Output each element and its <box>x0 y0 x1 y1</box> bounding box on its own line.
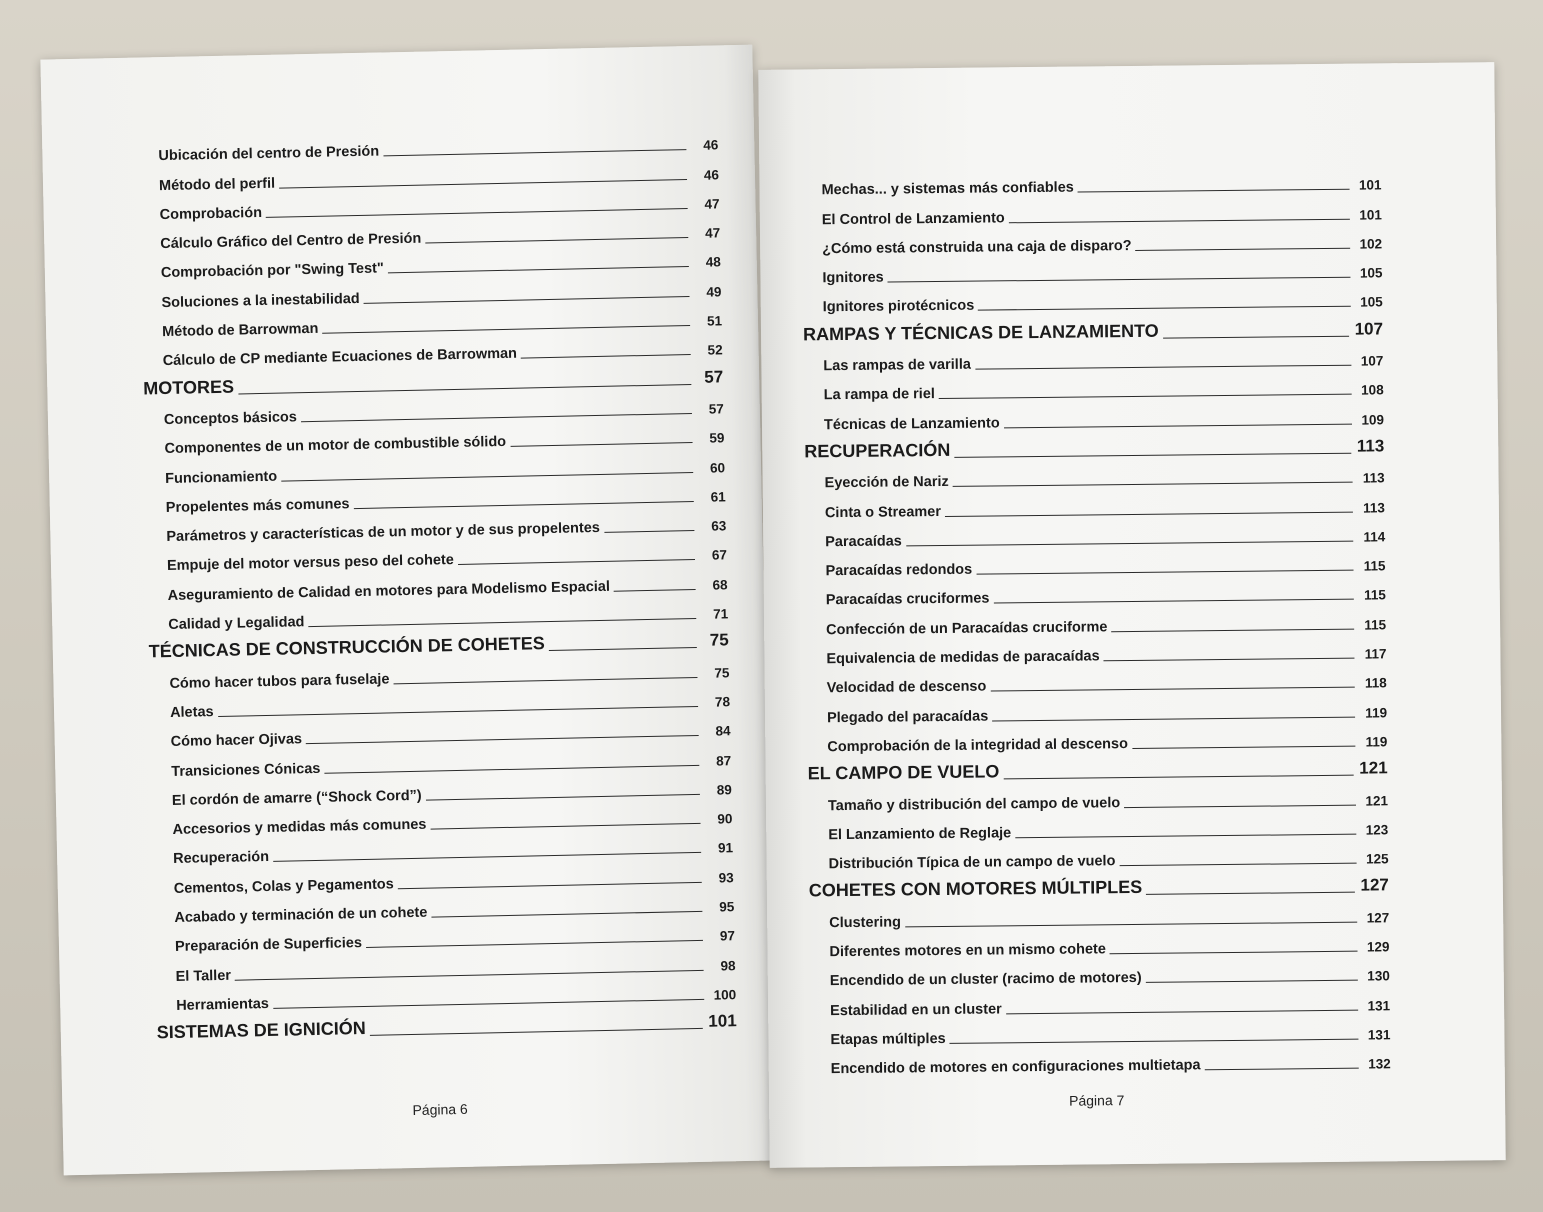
toc-entry-page: 61 <box>710 489 726 505</box>
toc-entry-title: Distribución Típica de un campo de vuelo <box>828 853 1116 873</box>
toc-entry-title: Confección de un Paracaídas cruciforme <box>826 619 1108 638</box>
toc-leader-line <box>1104 658 1355 662</box>
toc-leader-line <box>1111 628 1354 632</box>
toc-entry-page: 130 <box>1367 968 1390 984</box>
toc-entry-title: Cómo hacer tubos para fuselaje <box>169 671 390 692</box>
table-of-contents-left <box>138 123 737 1043</box>
toc-entry-title: Ubicación del centro de Presión <box>158 143 380 165</box>
toc-entry-page: 97 <box>719 928 736 944</box>
toc-entry-page: 107 <box>1360 353 1384 369</box>
toc-entry-title: Las rampas de varilla <box>823 356 971 375</box>
toc-entry-page: 119 <box>1365 704 1388 721</box>
toc-entry-page: 48 <box>705 254 721 271</box>
toc-entry-page: 131 <box>1367 1027 1391 1043</box>
toc-entry-title: Tamaño y distribución del campo de vuelo <box>827 794 1121 814</box>
toc-entry-page: 101 <box>1358 177 1382 193</box>
toc-entry-page: 89 <box>716 782 732 798</box>
toc-entry-title: Paracaídas redondos <box>825 561 973 580</box>
toc-entry-title: Cálculo de CP mediante Ecuaciones de Barrowman <box>162 346 518 370</box>
page-number-footer: Página 6 <box>412 1100 468 1119</box>
toc-entry-page: 57 <box>708 401 725 417</box>
toc-entry-page: 59 <box>709 430 725 446</box>
toc-entry-page: 60 <box>709 459 726 476</box>
toc-entry-page: 46 <box>703 166 720 183</box>
toc-entry-page: 121 <box>1365 792 1389 809</box>
toc-entry-title: Técnicas de Lanzamiento <box>823 415 1000 433</box>
toc-leader-line <box>1132 746 1355 749</box>
toc-entry-page: 107 <box>1354 319 1384 339</box>
toc-leader-line <box>1110 951 1358 955</box>
toc-entry-page: 105 <box>1360 294 1383 311</box>
toc-entry-page: 93 <box>718 869 734 886</box>
toc-leader-line <box>614 589 696 592</box>
left-page <box>40 45 775 1176</box>
toc-entry-title: Clustering <box>829 914 901 931</box>
toc-entry-title: Empuje del motor versus peso del cohete <box>166 552 454 575</box>
toc-entry-page: 101 <box>708 1011 737 1032</box>
toc-entry-title: El Lanzamiento de Reglaje <box>828 825 1012 844</box>
toc-entry-title: ¿Cómo está construida una caja de disparo? <box>822 237 1132 258</box>
toc-entry-title: MOTORES <box>143 376 235 399</box>
toc-leader-line <box>1163 335 1349 338</box>
toc-leader-line <box>1119 863 1356 866</box>
toc-entry-page: 100 <box>713 987 737 1003</box>
toc-entry-page: 52 <box>707 342 723 359</box>
toc-entry-title: Mechas... y sistemas más confiables <box>821 179 1074 199</box>
toc-entry-page: 101 <box>1359 206 1382 223</box>
toc-entry-page: 113 <box>1363 499 1385 516</box>
toc-entry-page: 51 <box>706 313 723 329</box>
toc-entry-page: 46 <box>703 137 719 154</box>
toc-entry-page: 113 <box>1362 470 1385 486</box>
toc-entry-page: 123 <box>1365 822 1389 838</box>
toc-entry-title: Eyección de Nariz <box>824 474 949 492</box>
toc-entry-title: La rampa de riel <box>823 386 935 404</box>
toc-leader-line <box>1146 892 1354 895</box>
toc-entry-title: Paracaídas <box>825 533 902 551</box>
toc-entry-title: Parámetros y características de un motor y de sus propelentes <box>166 520 601 546</box>
toc-entry-page: 109 <box>1361 412 1385 428</box>
toc-entry-title: Método del perfil <box>158 175 276 194</box>
toc-entry-page: 119 <box>1365 734 1388 750</box>
toc-entry-page: 115 <box>1363 558 1386 574</box>
toc-entry-page: 114 <box>1363 529 1386 545</box>
toc-entry-title: Calidad y Legalidad <box>168 614 305 634</box>
toc-entry-page: 91 <box>717 840 734 856</box>
toc-entry-page: 127 <box>1360 875 1389 896</box>
toc-entry-title: Aseguramiento de Calidad en motores para Modelismo Espacial <box>167 578 611 604</box>
toc-entry-title: Cómo hacer Ojivas <box>170 731 303 751</box>
page-number-footer: Página 7 <box>1068 1092 1125 1109</box>
toc-entry-title: Accesorios y medidas más comunes <box>172 816 427 839</box>
toc-entry-page: 115 <box>1364 617 1387 633</box>
toc-entry-page: 125 <box>1365 851 1389 867</box>
toc-entry-page: 127 <box>1366 910 1390 926</box>
toc-leader-line <box>1205 1068 1359 1071</box>
toc-entry-page: 75 <box>709 630 729 651</box>
toc-entry-page: 87 <box>716 752 732 769</box>
toc-entry-title: COHETES CON MOTORES MÚLTIPLES <box>808 877 1143 901</box>
toc-entry-page: 75 <box>714 664 730 681</box>
toc-entry-title: El Taller <box>175 967 232 985</box>
toc-entry-title: Cálculo Gráfico del Centro de Presión <box>160 230 422 253</box>
toc-entry-title: Equivalencia de medidas de paracaídas <box>826 648 1100 668</box>
toc-entry-page: 121 <box>1359 758 1388 778</box>
toc-entry-page: 47 <box>704 196 720 212</box>
toc-entry-title: Componentes de un motor de combustible sólido <box>164 434 507 458</box>
toc-entry-title: Transiciones Cónicas <box>171 760 321 780</box>
toc-leader-line <box>370 1028 703 1036</box>
toc-entry-page: 49 <box>706 284 722 300</box>
toc-entry-title: Plegado del paracaídas <box>826 708 989 726</box>
toc-entry-title: Etapas múltiples <box>830 1030 946 1049</box>
toc-entry-title: RAMPAS Y TÉCNICAS DE LANZAMIENTO <box>802 320 1159 345</box>
toc-entry-page: 84 <box>715 723 731 739</box>
toc-entry-title: Acabado y terminación de un cohete <box>174 904 428 926</box>
toc-section-row <box>811 1042 1391 1077</box>
toc-entry-title: El Control de Lanzamiento <box>821 209 1005 228</box>
toc-entry-page: 47 <box>704 225 721 241</box>
toc-entry-title: RECUPERACIÓN <box>804 439 951 462</box>
toc-entry-title: Propelentes más comunes <box>165 496 350 516</box>
toc-entry-page: 117 <box>1364 646 1387 662</box>
toc-entry-title: TÉCNICAS DE CONSTRUCCIÓN DE COHETES <box>148 633 545 662</box>
toc-entry-page: 68 <box>712 577 728 593</box>
toc-entry-page: 95 <box>719 899 735 915</box>
toc-entry-page: 131 <box>1367 997 1391 1014</box>
toc-entry-page: 129 <box>1366 939 1390 955</box>
toc-entry-title: Recuperación <box>173 849 270 868</box>
toc-leader-line <box>1136 248 1351 251</box>
toc-entry-title: Soluciones a la inestabilidad <box>161 290 360 311</box>
toc-entry-page: 57 <box>704 367 724 387</box>
table-of-contents-right <box>801 163 1390 1077</box>
toc-entry-title: Cinta o Streamer <box>824 503 942 521</box>
toc-entry-page: 132 <box>1368 1056 1391 1072</box>
toc-leader-line <box>1146 980 1358 983</box>
toc-entry-title: Ignitores <box>822 269 884 287</box>
toc-entry-title: Herramientas <box>176 995 270 1014</box>
toc-entry-page: 90 <box>717 811 733 827</box>
toc-entry-page: 118 <box>1364 675 1387 691</box>
toc-entry-title: El cordón de amarre (“Shock Cord”) <box>171 787 422 809</box>
toc-entry-page: 115 <box>1363 587 1386 604</box>
toc-entry-title: Encendido de un cluster (racimo de motores) <box>829 970 1142 990</box>
toc-entry-title: Aletas <box>169 704 214 721</box>
toc-entry-page: 78 <box>714 694 731 710</box>
toc-entry-title: Conceptos básicos <box>163 409 298 429</box>
toc-entry-title: Paracaídas cruciformes <box>825 590 990 609</box>
toc-entry-title: EL CAMPO DE VUELO <box>807 761 1000 784</box>
toc-entry-title: Encendido de motores en configuraciones multietapa <box>830 1057 1201 1078</box>
toc-entry-title: Funcionamiento <box>165 468 278 487</box>
toc-entry-title: Ignitores pirotécnicos <box>822 298 975 316</box>
toc-entry-title: Comprobación <box>159 204 263 224</box>
toc-entry-title: SISTEMAS DE IGNICIÓN <box>156 1018 366 1043</box>
toc-entry-title: Comprobación por "Swing Test" <box>160 260 384 282</box>
toc-entry-page: 113 <box>1356 436 1385 456</box>
toc-leader-line <box>604 530 694 533</box>
toc-entry-page: 108 <box>1361 382 1384 398</box>
toc-entry-page: 67 <box>711 547 728 564</box>
toc-entry-title: Método de Barrowman <box>161 320 319 341</box>
toc-leader-line <box>1078 189 1350 193</box>
toc-entry-title: Preparación de Superficies <box>174 935 363 956</box>
toc-entry-title: Estabilidad en un cluster <box>830 1000 1002 1019</box>
toc-entry-page: 102 <box>1359 236 1383 252</box>
toc-entry-title: Velocidad de descenso <box>826 678 987 697</box>
toc-entry-title: Comprobación de la integridad al descenso <box>827 735 1128 756</box>
toc-entry-title: Diferentes motores en un mismo cohete <box>829 941 1106 961</box>
toc-leader-line <box>1124 804 1356 807</box>
toc-entry-page: 98 <box>720 957 736 974</box>
toc-entry-page: 63 <box>711 518 727 534</box>
toc-entry-title: Cementos, Colas y Pegamentos <box>173 876 394 897</box>
toc-entry-page: 105 <box>1359 265 1383 281</box>
toc-entry-page: 71 <box>712 606 729 622</box>
right-page <box>758 62 1505 1168</box>
